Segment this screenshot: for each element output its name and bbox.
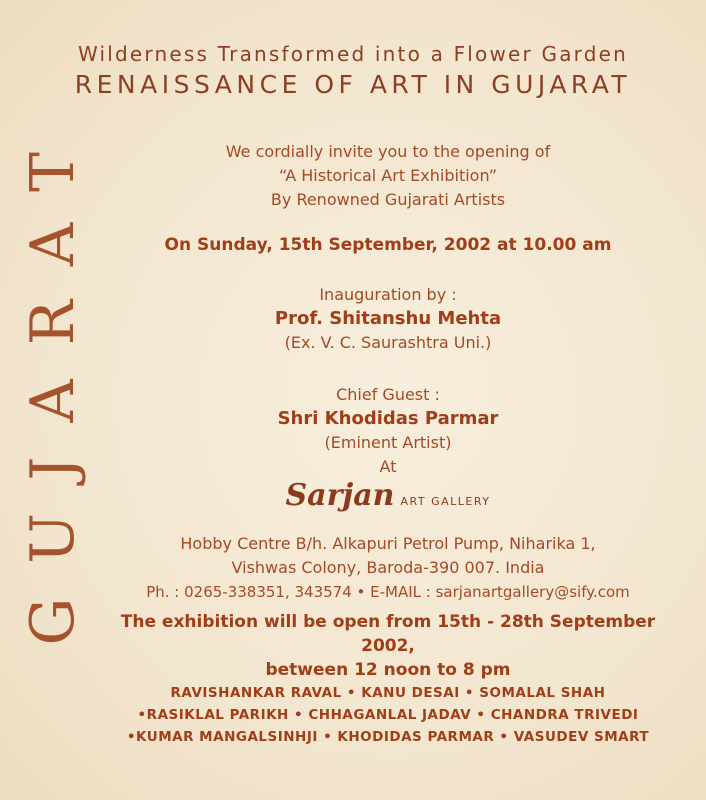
at-label: At: [379, 457, 397, 476]
vertical-gujarat-text: GUJARAT: [18, 118, 88, 646]
invite-line-2: “A Historical Art Exhibition”: [279, 166, 497, 185]
gallery-address: [100, 532, 676, 604]
invitation-text: [100, 140, 676, 212]
artists-row-3: •KUMAR MANGALSINHJI • KHODIDAS PARMAR • VASUDEV SMART: [126, 729, 650, 745]
sarjan-logo: Sarjan: [285, 478, 395, 513]
artists-row-2: •RASIKLAL PARIKH • CHHAGANLAL JADAV • CHANDRA TRIVEDI: [137, 707, 639, 723]
header-title: RENAISSANCE OF ART IN GUJARAT: [74, 70, 632, 99]
invite-line-3: By Renowned Gujarati Artists: [270, 190, 506, 209]
date-time: On Sunday, 15th September, 2002 at 10.00 am: [164, 235, 612, 255]
artists-row-1: RAVISHANKAR RAVAL • KANU DESAI • SOMALAL SHAH: [170, 685, 606, 701]
header-subtitle: Wilderness Transformed into a Flower Garden: [77, 42, 629, 66]
exhibition-line-1: The exhibition will be open from 15th - 28th September 2002,: [120, 612, 656, 656]
invite-line-1: We cordially invite you to the opening of: [225, 142, 551, 161]
inauguration-detail: (Ex. V. C. Saurashtra Uni.): [284, 333, 492, 352]
address-line-1: Hobby Centre B/h. Alkapuri Petrol Pump, Niharika 1,: [180, 534, 596, 553]
inauguration-name: Prof. Shitanshu Mehta: [274, 308, 502, 329]
gallery-logo: [100, 478, 676, 513]
artists-list: [100, 682, 676, 748]
contact-line: Ph. : 0265-338351, 343574 • E-MAIL : sarjanartgallery@sify.com: [146, 583, 630, 601]
exhibition-line-2: between 12 noon to 8 pm: [265, 660, 511, 680]
inauguration-block: [100, 283, 676, 355]
chief-guest-name: Shri Khodidas Parmar: [277, 408, 499, 429]
address-line-2: Vishwas Colony, Baroda-390 007. India: [231, 558, 545, 577]
exhibition-hours: [100, 610, 676, 682]
inauguration-label: Inauguration by :: [319, 285, 457, 304]
chief-guest-label: Chief Guest :: [336, 385, 440, 404]
gallery-tagline: ART GALLERY: [400, 495, 491, 508]
chief-guest-block: [100, 383, 676, 479]
chief-guest-detail: (Eminent Artist): [324, 433, 452, 452]
